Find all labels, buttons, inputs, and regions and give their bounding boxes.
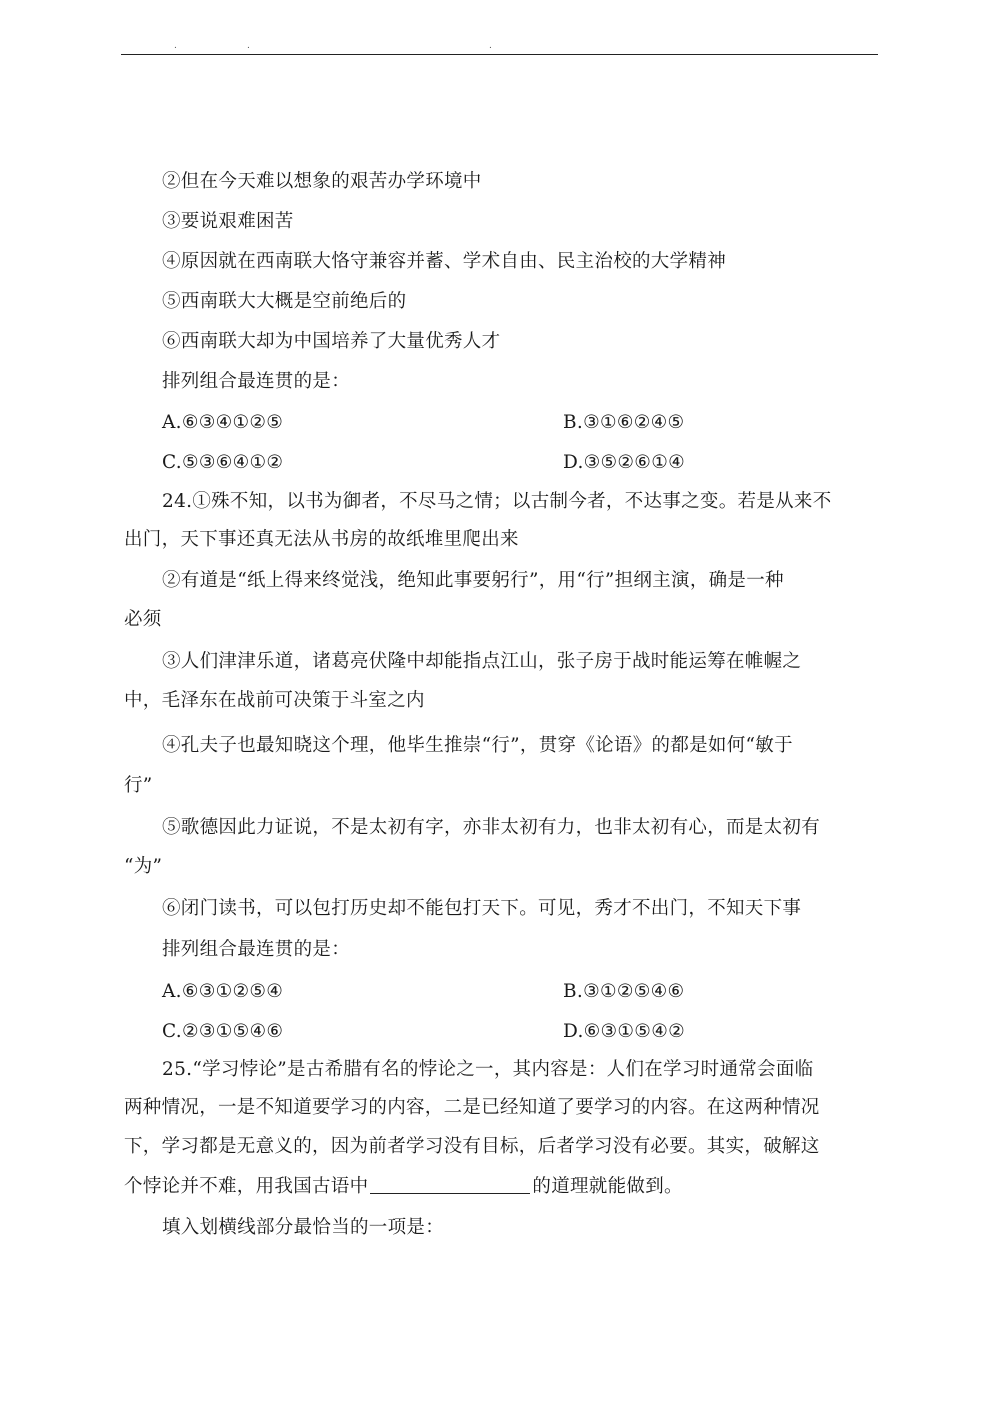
q23-sentence-4: ④原因就在西南联大恪守兼容并蓄、学术自由、民主治校的大学精神	[162, 251, 727, 272]
q24-sentence-3-line-2: 中，毛泽东在战前可决策于斗室之内	[124, 690, 425, 711]
header-dot: .	[174, 41, 177, 51]
q24-sentence-2-line-2: 必须	[124, 609, 162, 630]
q23-option-c: C.⑤③⑥④①②	[162, 452, 284, 473]
q24-sentence-1-line-1: 24.①殊不知，以书为御者，不尽马之情；以古制今者，不达事之变。若是从来不	[162, 491, 832, 512]
q24-sentence-4-line-1: ④孔夫子也最知晓这个理，他毕生推崇“行”，贯穿《论语》的都是如何“敏于	[162, 735, 793, 756]
q24-option-a: A.⑥③①②⑤④	[162, 981, 284, 1002]
q23-option-a: A.⑥③④①②⑤	[162, 412, 284, 433]
q25-line-4-pre: 个悖论并不难，用我国古语中	[124, 1176, 369, 1197]
q24-option-d: D.⑥③①⑤④②	[563, 1021, 685, 1042]
q25-line-3: 下，学习都是无意义的，因为前者学习没有目标，后者学习没有必要。其实，破解这	[124, 1136, 820, 1157]
q25-line-4	[124, 1175, 683, 1199]
q23-sentence-5: ⑤西南联大大概是空前绝后的	[162, 291, 407, 312]
q24-option-c: C.②③①⑤④⑥	[162, 1021, 284, 1042]
q24-sentence-1-line-2: 出门，天下事还真无法从书房的故纸堆里爬出来	[124, 529, 519, 550]
q25-line-4-post: 的道理就能做到。	[532, 1176, 683, 1197]
q24-sentence-3-line-1: ③人们津津乐道，诸葛亮伏隆中却能指点江山，张子房于战时能运筹在帷幄之	[162, 651, 802, 672]
q24-sentence-6: ⑥闭门读书，可以包打历史却不能包打天下。可见，秀才不出门，不知天下事	[162, 898, 802, 919]
q23-option-d: D.③⑤②⑥①④	[563, 452, 685, 473]
q24-sentence-5-line-1: ⑤歌德因此力证说，不是太初有字，亦非太初有力，也非太初有心，而是太初有	[162, 817, 821, 838]
q24-sentence-4-line-2: 行”	[124, 775, 153, 796]
q24-sentence-5-line-2: “为”	[124, 856, 163, 877]
header-rule	[121, 54, 878, 55]
q25-prompt: 填入划横线部分最恰当的一项是：	[162, 1217, 445, 1238]
answer-blank	[370, 1175, 530, 1194]
q23-prompt: 排列组合最连贯的是：	[162, 371, 351, 392]
q24-prompt: 排列组合最连贯的是：	[162, 939, 351, 960]
q23-sentence-2: ②但在今天难以想象的艰苦办学环境中	[162, 171, 482, 192]
header-dot: .	[489, 41, 492, 51]
q25-line-2: 两种情况，一是不知道要学习的内容，二是已经知道了要学习的内容。在这两种情况	[124, 1097, 820, 1118]
q24-option-b: B.③①②⑤④⑥	[563, 981, 685, 1002]
q25-line-1: 25.“学习悖论”是古希腊有名的悖论之一，其内容是：人们在学习时通常会面临	[162, 1059, 814, 1080]
q23-option-b: B.③①⑥②④⑤	[563, 412, 685, 433]
q23-sentence-3: ③要说艰难困苦	[162, 211, 294, 232]
q24-sentence-2-line-1: ②有道是“纸上得来终觉浅，绝知此事要躬行”，用“行”担纲主演，确是一种	[162, 570, 784, 591]
q23-sentence-6: ⑥西南联大却为中国培养了大量优秀人才	[162, 331, 501, 352]
header-dot: .	[247, 41, 250, 51]
